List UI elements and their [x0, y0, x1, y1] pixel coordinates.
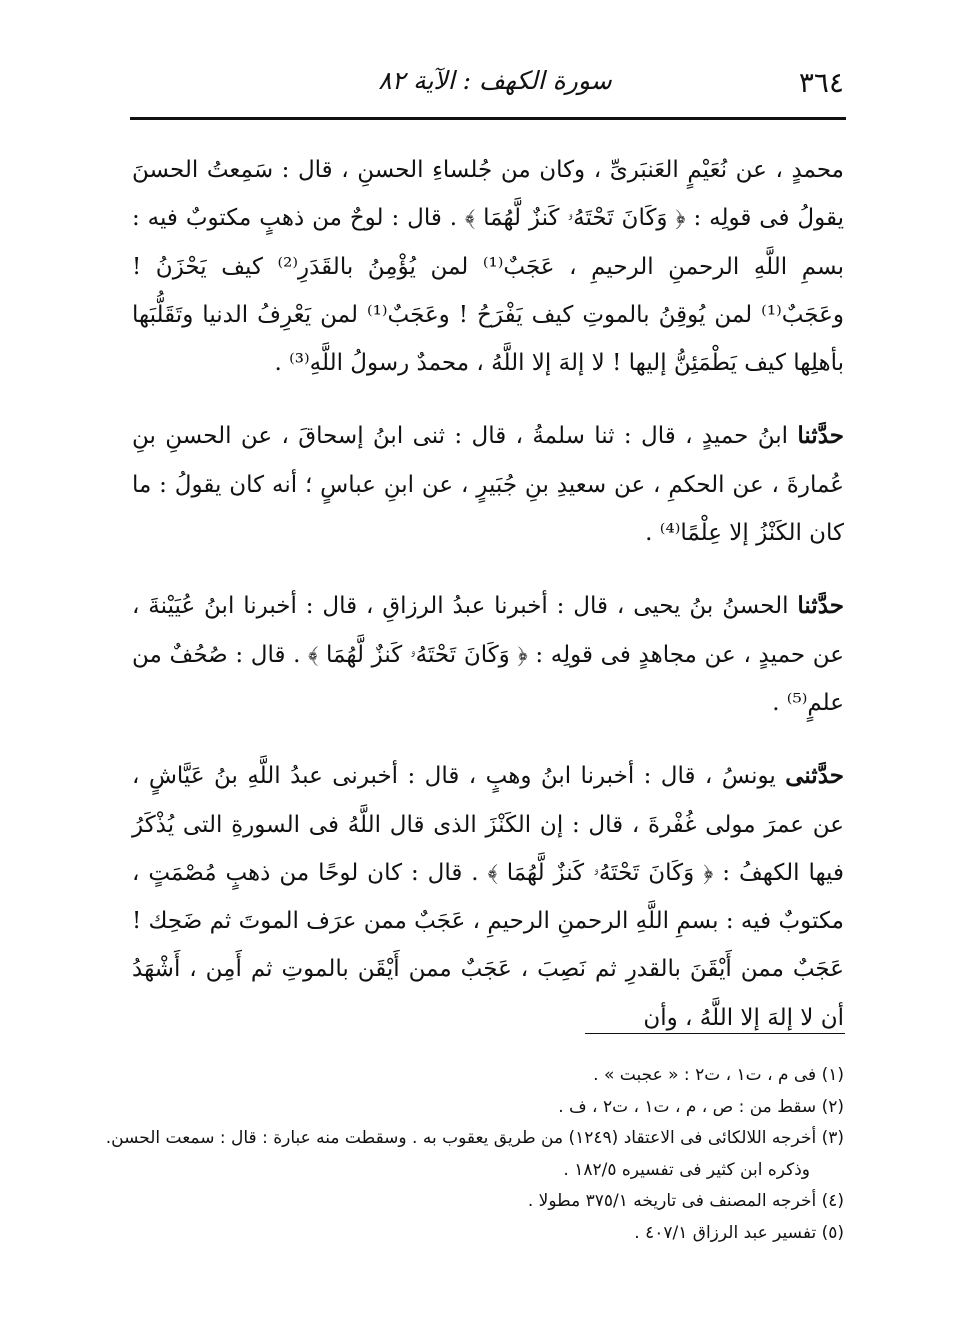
header-rule — [130, 117, 846, 120]
footnote-1: (١) فى م ، ت١ ، ت٢ : « عجبت » . — [593, 1065, 844, 1085]
paragraph-lead-word: حدَّثنا — [797, 592, 844, 620]
paragraph-4 — [132, 752, 844, 1042]
footnote-2: (٢) سقط من : ص ، م ، ت١ ، ت٢ ، ف . — [558, 1096, 844, 1117]
paragraph-lead-word: حدَّثنى — [785, 762, 844, 790]
paragraph-text: يونسُ ، قال : أخبرنا ابنُ وهبٍ ، قال : أخبرنى عبدُ اللَّهِ بنُ عَيَّاشٍ ، عن عمرَ مولى غُفْرةَ ، قال : إن الكَنْزَ الذى قال اللَّهُ فى السورةِ التى يُذْكَرُ فيها الكهفُ : ﴿ وَكَانَ تَحْتَهُۥ كَنزٌ لَّهُمَا ﴾ . قال : كان لوحًا من ذهبٍ مُصْمَتٍ ، مكتوبٌ فيه : بسمِ اللَّهِ الرحمنِ الرحيمِ ، عَجَبٌ ممن عرَف الموتَ ثم ضَحِك ! عَجَبٌ ممن أَيْقَنَ بالقدرِ ثم نَصِبَ ، عَجَبٌ ممن أَيْقَن بالموتِ ثم أَمِن ، أَشْهَدُ أن لا إلهَ إلا اللَّهُ ، وأن — [131, 763, 844, 1031]
footnote-separator — [585, 1033, 845, 1034]
footnote-4: (٤) أخرجه المصنف فى تاريخه ٣٧٥/١ مطولا . — [527, 1191, 844, 1211]
paragraph-3 — [132, 582, 844, 727]
footnotes — [105, 1060, 844, 1249]
footnote-3-continuation: وذكره ابن كثير فى تفسيره ١٨٢/٥ . — [563, 1159, 810, 1180]
page-number: ٣٦٤ — [798, 66, 844, 99]
paragraph-1 — [132, 146, 844, 387]
page-header — [130, 62, 846, 110]
footnote-3: (٣) أخرجه اللالكائى فى الاعتقاد (١٢٤٩) من طريق يعقوب به . وسقطت منه عبارة : قال : سمعت الحسن. — [105, 1128, 844, 1148]
paragraph-2 — [132, 412, 844, 557]
paragraph-lead-word: حدَّثنا — [797, 422, 844, 450]
paragraph-text: محمدٍ ، عن نُعَيْمٍ العَنبَرىِّ ، وكان من جُلساءِ الحسنِ ، قال : سَمِعتُ الحسنَ يقولُ فى قولِه : ﴿ وَكَانَ تَحْتَهُۥ كَنزٌ لَّهُمَا ﴾ . قال : لوحٌ من ذهبٍ مكتوبٌ فيه : بسمِ اللَّهِ الرحمنِ الرحيمِ ، عَجَبٌ⁽¹⁾ لمن يُؤْمِنُ بالقَدَرِ⁽²⁾ كيف يَحْزَنُ ! وعَجَبٌ⁽¹⁾ لمن يُوقِنُ بالموتِ كيف يَفْرَحُ ! وعَجَبٌ⁽¹⁾ لمن يَعْرِفُ الدنيا وتَقَلُّبَها بأهلِها كيف يَطْمَئِنُّ إليها ! لا إلهَ إلا اللَّهُ ، محمدٌ رسولُ اللَّهِ⁽³⁾ . — [132, 157, 844, 377]
footnote-5: (٥) تفسير عبد الرزاق ٤٠٧/١ . — [634, 1222, 844, 1243]
running-title: سورة الكهف : الآية ٨٢ — [378, 66, 612, 95]
main-text — [132, 146, 844, 1042]
paragraph-text: ابنُ حميدٍ ، قال : ثنا سلمةُ ، قال : ثنى ابنُ إسحاقَ ، عن الحسنِ بنِ عُمارةَ ، عن الحكمِ ، عن سعيدِ بنِ جُبَيرٍ ، عن ابنِ عباسٍ ؛ أنه كان يقولُ : ما كان الكَنْزُ إلا عِلْمًا⁽⁴⁾ . — [132, 423, 844, 547]
paragraph-text: الحسنُ بنُ يحيى ، قال : أخبرنا عبدُ الرزاقِ ، قال : أخبرنا ابنُ عُيَيْنةَ ، عن حميدٍ ، عن مجاهدٍ فى قولِه : ﴿ وَكَانَ تَحْتَهُۥ كَنزٌ لَّهُمَا ﴾ . قال : صُحُفٌ من علمٍ⁽⁵⁾ . — [132, 593, 844, 716]
